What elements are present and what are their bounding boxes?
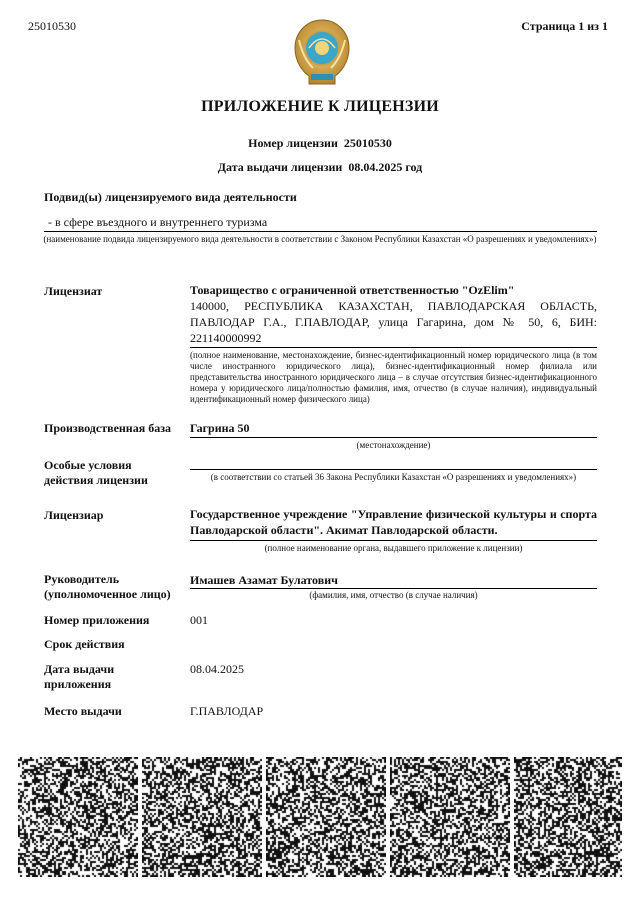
appendix-date-label-1: Дата выдачи bbox=[44, 662, 115, 676]
appendix-date-value: 08.04.2025 bbox=[190, 662, 244, 676]
qr-code-icon bbox=[18, 757, 138, 877]
special-conditions-label-2: действия лицензии bbox=[44, 473, 148, 487]
licensee-name: Товарищество с ограниченной ответственностью "OzElim" bbox=[190, 283, 515, 297]
qr-code-icon bbox=[266, 757, 386, 877]
licensee-address: 140000, РЕСПУБЛИКА КАЗАХСТАН, ПАВЛОДАРСКАЯ ОБЛАСТЬ, ПАВЛОДАР Г.А., Г.ПАВЛОДАР, улица Гагарина, дом № 50, 6, БИН: 221140000992 bbox=[190, 299, 597, 345]
license-number-value: 25010530 bbox=[343, 136, 392, 150]
license-number-row bbox=[0, 136, 640, 151]
qr-code-icon bbox=[142, 757, 262, 877]
licensee-note: (полное наименование, местонахождение, бизнес-идентификационный номер юридического лица (в том числе иностранного юридического лица), бизнес-идентификационный номер филиала или представительства иностранного юридического лица – в случае отсутствия бизнес-идентификационного номера у юридического лица/полностью фамилия, имя, отчество (в случае наличия), индивидуальный идентификационный номер физического лица) bbox=[190, 350, 597, 404]
licensor-underline bbox=[190, 540, 597, 541]
issue-date-label: Дата выдачи лицензии bbox=[217, 160, 343, 174]
production-base-label: Производственная база bbox=[44, 421, 172, 435]
special-conditions-underline bbox=[190, 469, 597, 470]
document-number: 25010530 bbox=[28, 19, 76, 33]
place-label: Место выдачи bbox=[44, 704, 122, 718]
head-label-2: (уполномоченное лицо) bbox=[44, 587, 171, 601]
kazakhstan-state-emblem-icon bbox=[291, 18, 353, 88]
licensee-label: Лицензиат bbox=[44, 284, 103, 298]
licensor-label: Лицензиар bbox=[44, 508, 104, 522]
special-conditions-label-1: Особые условия bbox=[44, 458, 132, 472]
page-title: ПРИЛОЖЕНИЕ К ЛИЦЕНЗИИ bbox=[201, 98, 439, 115]
head-label-1: Руководитель bbox=[44, 572, 120, 586]
subtype-note: (наименование подвида лицензируемого вида деятельности в соответствии с Законом Республики Казахстан «О разрешениях и уведомлениях») bbox=[43, 234, 597, 244]
head-value: Имашев Азамат Булатович bbox=[190, 573, 338, 587]
qr-code-icon bbox=[390, 757, 510, 877]
license-number-label: Номер лицензии bbox=[248, 136, 338, 150]
appendix-date-label-2: приложения bbox=[44, 677, 112, 691]
subtype-label: Подвид(ы) лицензируемого вида деятельности bbox=[44, 190, 297, 204]
appendix-number-label: Номер приложения bbox=[44, 613, 150, 627]
subtype-underline bbox=[44, 231, 597, 232]
licensee-underline bbox=[190, 347, 597, 348]
head-note: (фамилия, имя, отчество (в случае наличия) bbox=[309, 590, 478, 600]
production-base-underline bbox=[190, 437, 597, 438]
subtype-value: - в сфере въездного и внутреннего туризма bbox=[48, 215, 268, 229]
licensor-note: (полное наименование органа, выдавшего приложение к лицензии) bbox=[264, 543, 523, 553]
appendix-number-value: 001 bbox=[190, 613, 208, 627]
head-underline bbox=[190, 588, 597, 589]
issue-date-row bbox=[0, 160, 640, 175]
production-base-note: (местонахождение) bbox=[356, 440, 431, 450]
production-base-value: Гагрина 50 bbox=[190, 421, 250, 435]
special-conditions-note: (в соответствии со статьей 36 Закона Республики Казахстан «О разрешениях и уведомлениях») bbox=[210, 472, 577, 482]
qr-code-icon bbox=[514, 757, 622, 877]
page-indicator: Страница 1 из 1 bbox=[521, 19, 608, 33]
place-value: Г.ПАВЛОДАР bbox=[190, 704, 264, 718]
issue-date-value: 08.04.2025 год bbox=[348, 160, 423, 174]
licensor-value: Государственное учреждение "Управление физической культуры и спорта Павлодарской области". Акимат Павлодарской области. bbox=[190, 507, 597, 537]
validity-label: Срок действия bbox=[44, 637, 125, 651]
